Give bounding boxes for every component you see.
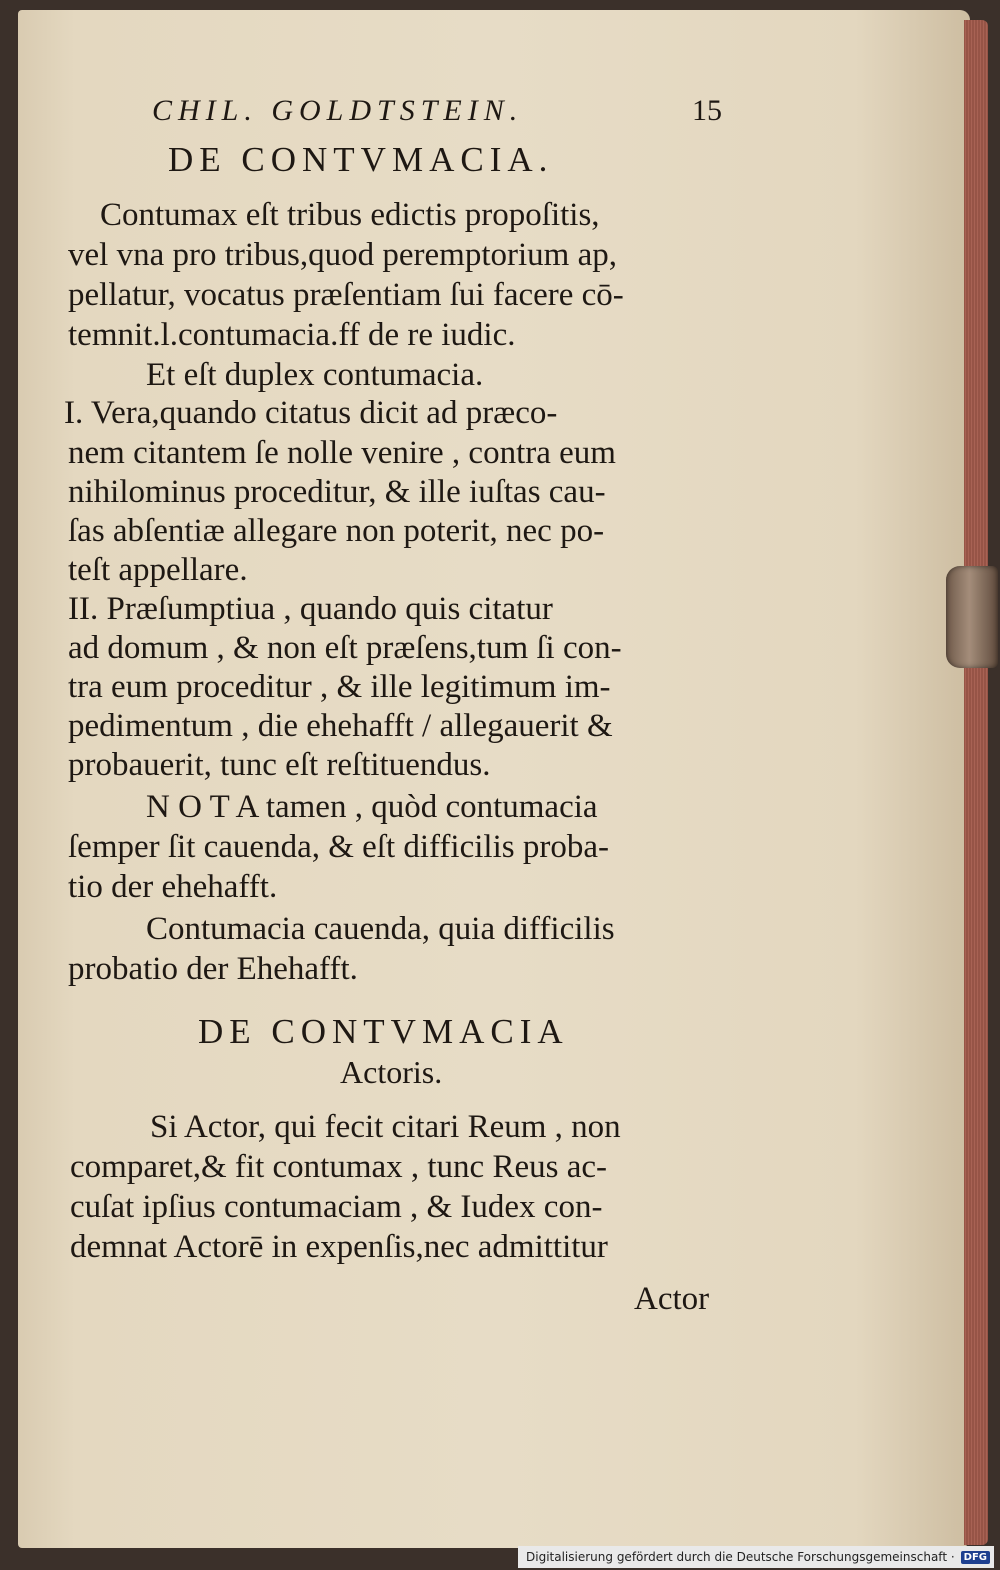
text-line: probauerit, tunc eſt reſtituendus. [68,747,491,783]
text-line: comparet,& fit contumax , tunc Reus ac- [70,1149,607,1185]
text-line: ad domum , & non eſt præſens,tum ſi con- [68,630,622,666]
text-line: nem citantem ſe nolle venire , contra eum [68,435,616,471]
text-line: Et eſt duplex contumacia. [146,357,484,393]
catchword: Actor [634,1281,710,1317]
text-line: tio der ehehafft. [68,869,278,905]
credit-text: Digitalisierung gefördert durch die Deutsche Forschungsgemeinschaft · [526,1550,955,1564]
text-line: Si Actor, qui fecit citari Reum , non [150,1109,621,1145]
text-line: Contumacia cauenda, quia difficilis [146,911,615,947]
page-number: 15 [692,94,722,127]
text-line: probatio der Ehehafft. [68,951,358,987]
text-line: ſas abſentiæ allegare non poterit, nec po- [68,513,605,549]
text-line: vel vna pro tribus,quod peremptorium ap, [68,237,617,273]
text-line: pedimentum , die ehehafft / allegauerit & [68,708,613,744]
text-line: I. Vera,quando citatus dicit ad præco- [64,395,558,431]
text-line: N O T A tamen , quòd contumacia [146,789,598,825]
running-head: CHIL. GOLDTSTEIN. [152,94,524,127]
text-line: pellatur, vocatus præſentiam ſui facere cō- [68,277,624,313]
text-line: nihilominus proceditur, & ille iuſtas cau- [68,474,606,510]
text-line: temnit.l.contumacia.ff de re iudic. [68,317,516,353]
section-title: DE CONTVMACIA [198,1012,569,1051]
text-line: demnat Actorē in expenſis,nec admittitur [70,1229,608,1265]
text-line: teſt appellare. [68,552,248,588]
text-line: II. Præſumptiua , quando quis citatur [68,591,553,627]
text-line: Contumax eſt tribus edictis propoſitis, [100,197,600,233]
section-subtitle: Actoris. [340,1054,443,1090]
dfg-logo: DFG [961,1551,990,1564]
text-line: ſemper ſit cauenda, & eſt difficilis proba- [68,829,609,865]
digitization-credit [518,1546,994,1568]
text-line: cuſat ipſius contumaciam , & Iudex con- [70,1189,603,1225]
text-line: tra eum proceditur , & ille legitimum im- [68,669,611,705]
section-title: DE CONTVMACIA. [168,140,554,179]
